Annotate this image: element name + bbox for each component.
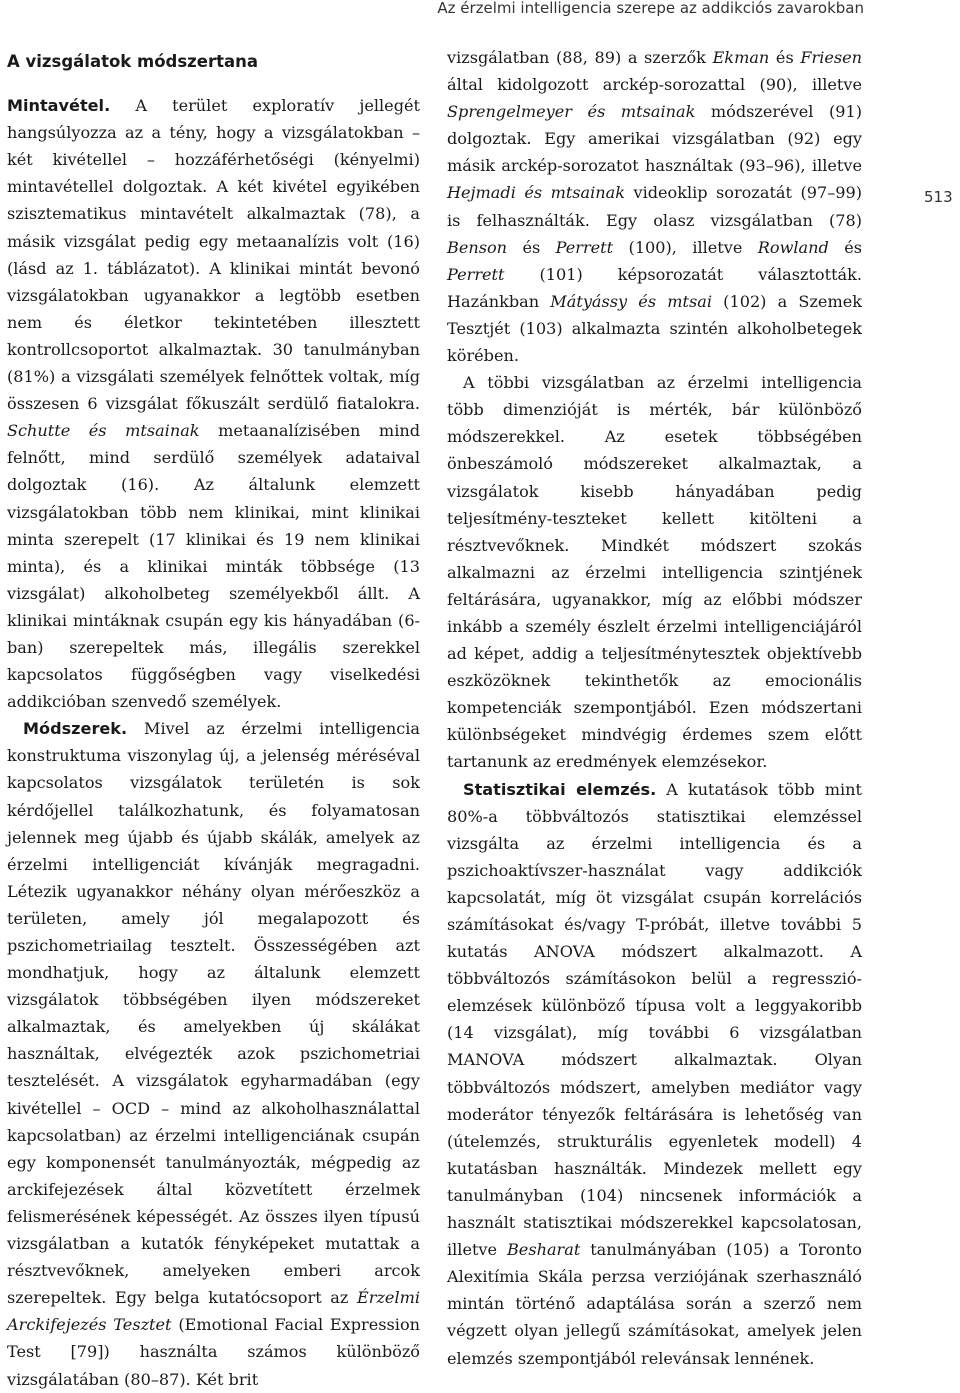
running-header: Az érzelmi intelligencia szerepe az addikciós zavarokban: [437, 0, 864, 17]
text-run: (100), illetve: [613, 237, 758, 257]
section-title: A vizsgálatok módszertana: [7, 52, 259, 71]
text-run: A kutatások több mint 80%-a többváltozós statisztikai elemzéssel vizsgálta az érzelmi intelligencia és a pszichoaktívszer-használat vagy addikciók kapcsolatát, míg öt vizsgálat csupán korrelációs számításokat és/vagy T-próbát, illetve további 5 kutatás ANOVA módszert alkalmazott. A többváltozós számításokon belül a regresszió-elemzések különböző típusa volt a leggyakoribb (14 vizsgálat), míg további 6 vizsgálatban MANOVA módszert alkalmaztak. Olyan többváltozós módszert, amelyben mediátor vagy moderátor tényezők feltárására is lehetőség van (útelemzés, strukturális egyenletek modell) 4 kutatásban használták. Mindezek mellett egy tanulmányban (104) nincsenek információk a használt statisztikai módszerekkel kapcsolatosan, illetve: [447, 779, 862, 1260]
text-run: és: [507, 237, 556, 257]
italic-run: Perrett: [447, 264, 505, 284]
italic-run: Ekman: [712, 48, 770, 67]
runin-heading-mintavetel: Mintavétel.: [7, 96, 111, 116]
paragraph-mintavetel: [7, 92, 420, 715]
text-run: metaanalízisében mind felnőtt, mind serdülő személyek adataival dolgoztak (16). Az általunk elemzett vizsgálatokban több nem klinikai, mint klinikai minta szerepelt (17 klinikai és 19 nem klinikai minta), és a klinikai minták többsége (13 vizsgálat) alkoholbeteg személyekből állt. A klinikai mintáknak csupán egy kis hányadában (6-ban) szerepeltek más, illegális szerekkel kapcsolatos függőségben vagy viselkedési addikcióban szenvedő személyek.: [7, 421, 421, 712]
right-column: [447, 44, 862, 1372]
italic-run: Mátyássy és mtsai: [550, 291, 712, 311]
text-run: által kidolgozott arckép-sorozattal (90), illetve: [447, 75, 862, 95]
page-number: 513: [924, 188, 953, 206]
italic-run: Schutte és mtsainak: [7, 421, 200, 441]
paragraph-modszerek: [7, 715, 420, 1392]
left-column: [7, 48, 420, 1393]
text-run: videoklip sorozatát (97–99) is felhasználták. Egy olasz vizsgálatban (78): [447, 183, 863, 230]
italic-run: Besharat: [506, 1240, 581, 1260]
text-run: és: [828, 237, 862, 257]
italic-run: Rowland: [757, 237, 829, 257]
text-run: (Emotional Facial Expression Test [79]) használta számos különböző vizsgálatában (80–87). Két brit: [7, 1315, 420, 1389]
paragraph-continued: [447, 44, 862, 369]
italic-run: Friesen: [800, 48, 863, 67]
runin-heading-statisztika: Statisztikai elemzés.: [463, 779, 657, 799]
text-run: módszerével (91) dolgoztak. Egy amerikai vizsgálatban (92) egy másik arckép-sorozatot használtak (93–96), illetve: [447, 102, 863, 176]
text-run: tanulmányában (105) a Toronto Alexitímia Skála perzsa verziójának szerhasználó mintán történő adaptálása során a szerző nem végzett olyan jellegű számításokat, amelyek jelen elemzés szempontjából relevánsak lennének.: [447, 1240, 862, 1368]
italic-run: Sprengelmeyer és mtsainak: [447, 102, 696, 122]
text-run: Mivel az érzelmi intelligencia konstruktuma viszonylag új, a jelenség méréséval kapcsolatos vizsgálatok területén is sok kérdőjellel találkozhatunk, és folyamatosan jelennek meg újabb és újabb skálák, amelyek az érzelmi intelligenciát kívánják megragadni. Létezik ugyanakkor néhány olyan mérőeszköz a területen, amely jól megalapozott és pszichometriailag tesztelt. Összességében azt mondhatjuk, hogy az általunk elemzett vizsgálatok többségében ilyen módszereket alkalmaztak, és amelyekben új skálákat használtak, elvégezték azok pszichometriai tesztelését. A vizsgálatok egyharmadában (egy kivétellel – OCD – mind az alkoholhasználattal kapcsolatban) az érzelmi intelligenciának csupán egy komponensét tanulmányozták, mégpedig az arckifejezések által közvetített érzelmek felismerésének képességét. Az összes ilyen típusú vizsgálatban a kutatók fényképeket mutattak a résztvevőknek, amelyeken emberi arcok szerepeltek. Egy belga kutatócsoport az: [7, 719, 420, 1308]
text-run: (102) a Szemek Tesztjét (103) alkalmazta szintén alkoholbetegek körében.: [447, 291, 862, 366]
text-run: (101) képsorozatát választották. Hazánkban: [447, 264, 862, 311]
paragraph-tobbi-vizsgalat: A többi vizsgálatban az érzelmi intelligencia több dimenzióját is mérték, bár különböző módszerekkel. Az esetek többségében önbeszámoló módszereket alkalmaztak, a vizsgálatok kisebb hányadában pedig teljesítmény-teszteket kellett kitölteni a résztvevőknek. Mindkét módszert szokás alkalmazni az érzelmi intelligencia szintjének feltárására, ugyanakkor, míg az előbbi módszer inkább a személy észlelt érzelmi intelligenciájáról ad képet, addig a teljesítménytesztek objektívebb eszközöknek tekinthetők az emocionális kompetenciák szempontjából. Ezen módszertani különbségeket mindvégig érdemes szem előtt tartanunk az eredmények elemzésekor.: [447, 373, 862, 772]
text-run: vizsgálatban (88, 89) a szerzők: [447, 48, 713, 67]
runin-heading-modszerek: Módszerek.: [23, 719, 128, 739]
italic-run: Benson: [447, 237, 508, 257]
text-run: A terület exploratív jellegét hangsúlyozza az a tény, hogy a vizsgálatokban – két kivétellel – hozzáférhetőségi (kényelmi) mintavétellel dolgoztak. A két kivétel egyikében szisztematikus mintavételt alkalmaztak (78), a másik vizsgálat pedig egy metaanalízis volt (16) (lásd az 1. táblázatot). A klinikai mintát bevonó vizsgálatokban ugyanakkor a legtöbb esetben nem és életkor tekintetében illesztett kontrollcsoportot alkalmaztak. 30 tanulmányban (81%) a vizsgálati személyek felnőttek voltak, míg összesen 6 vizsgálat főkuszált serdülő fiatalokra.: [7, 96, 420, 414]
italic-run: Hejmadi és mtsainak: [447, 183, 626, 203]
italic-run: Perrett: [555, 237, 614, 257]
text-run: és: [769, 48, 801, 67]
italic-run: Érzelmi Arckifejezés Tesztet: [7, 1288, 420, 1335]
paragraph-statisztikai-elemzes: [447, 776, 862, 1372]
